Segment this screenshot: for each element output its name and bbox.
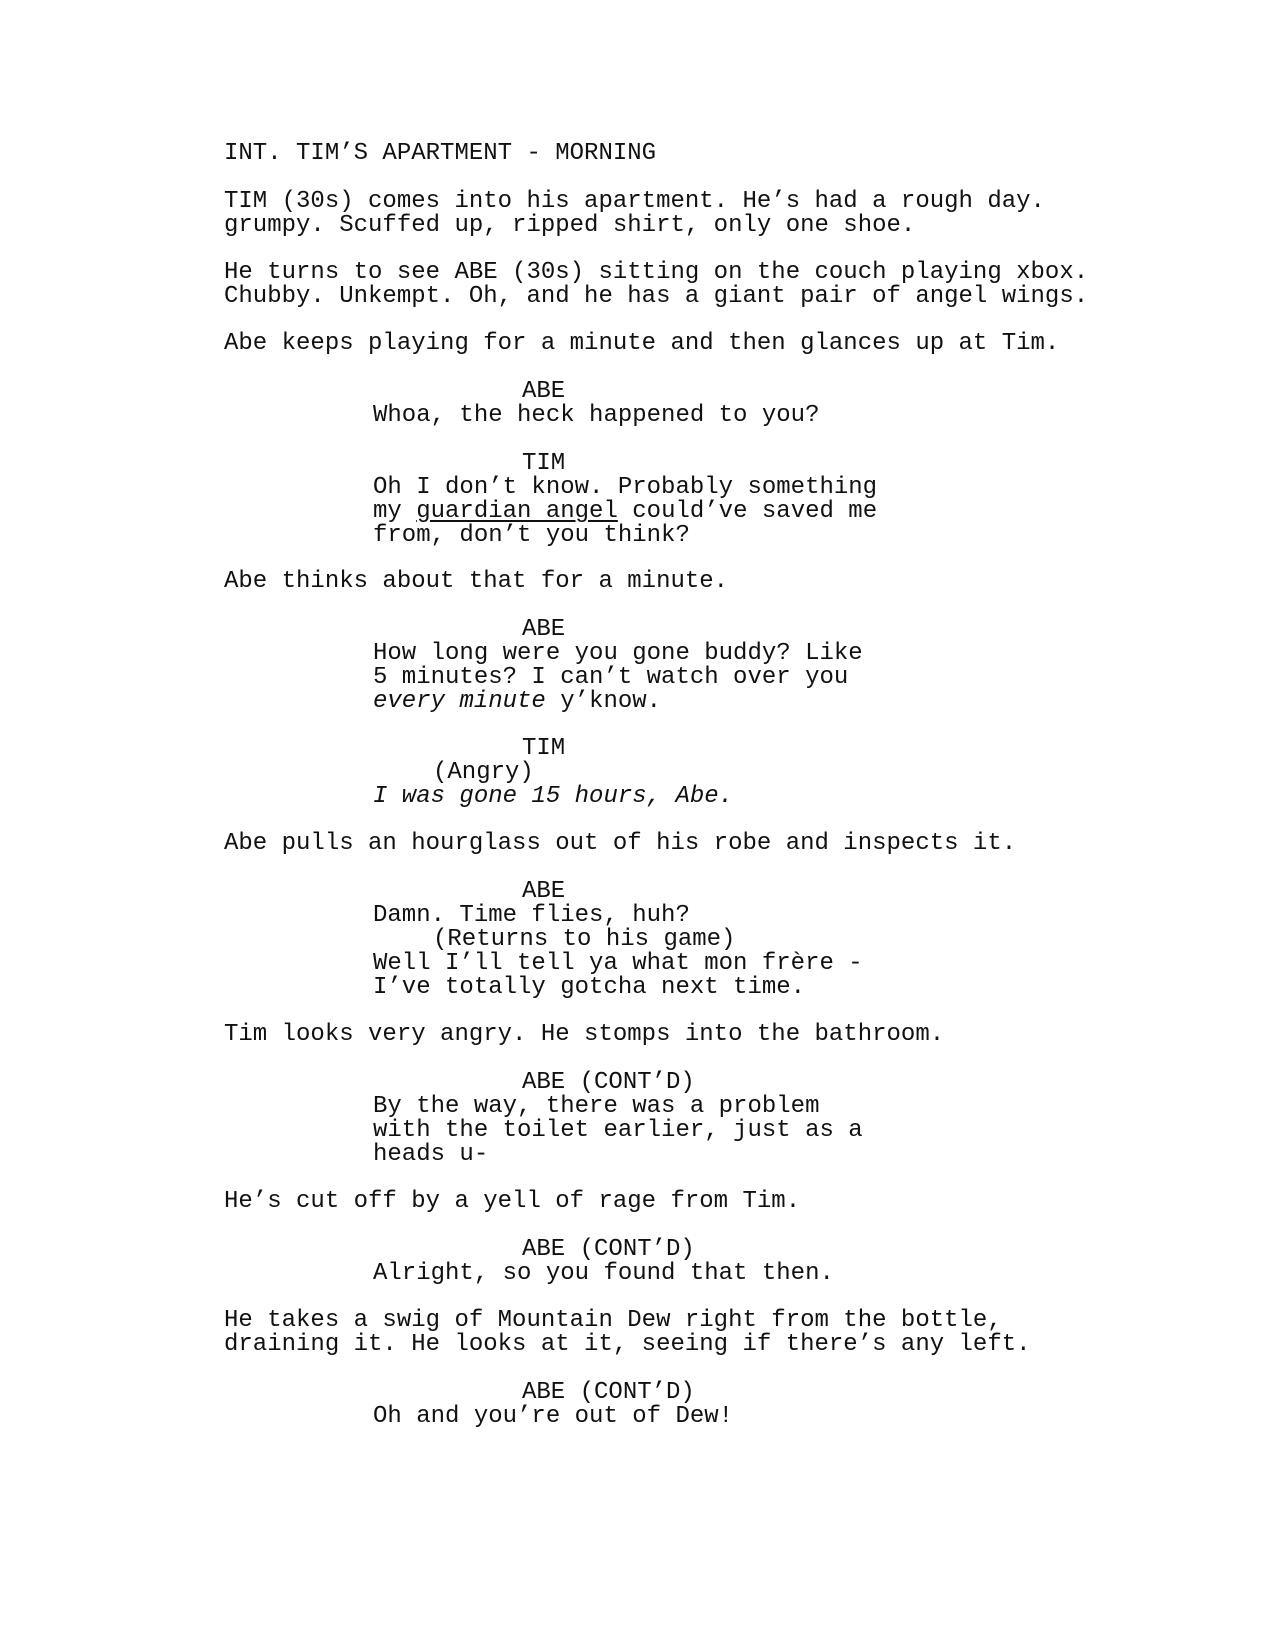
action-line: He takes a swig of Mountain Dew right from the bottle, (224, 1307, 1002, 1334)
action-line: He’s cut off by a yell of rage from Tim. (224, 1188, 801, 1215)
character-cue: TIM (522, 450, 566, 477)
action-line: draining it. He looks at it, seeing if there’s any left. (224, 1331, 1031, 1358)
dialogue-line: from, don’t you think? (373, 522, 690, 549)
character-cue: TIM (522, 735, 566, 762)
action-line: TIM (30s) comes into his apartment. He’s had a rough day. (224, 188, 1045, 215)
dialogue-line: 5 minutes? I can’t watch over you (373, 664, 849, 691)
dialogue-line: I was gone 15 hours, Abe. (373, 783, 734, 810)
parenthetical: (Angry) (433, 759, 534, 786)
dialogue-line: Oh I don’t know. Probably something (373, 474, 878, 501)
dialogue-line: I’ve totally gotcha next time. (373, 974, 806, 1001)
dialogue-line: By the way, there was a problem (373, 1093, 820, 1120)
dialogue-line: with the toilet earlier, just as a (373, 1117, 863, 1144)
character-cue: ABE (CONT’D) (522, 1379, 695, 1406)
scene-heading: INT. TIM’S APARTMENT - MORNING (224, 140, 657, 167)
dialogue-text: y’know. (545, 688, 662, 715)
action-line: Abe thinks about that for a minute. (224, 568, 729, 595)
dialogue-line: Well I’ll tell ya what mon frère - (373, 950, 863, 977)
parenthetical: (Returns to his game) (433, 926, 736, 953)
dialogue-line: Damn. Time flies, huh? (373, 902, 690, 929)
dialogue-text: my (373, 498, 417, 525)
action-line: Abe pulls an hourglass out of his robe and inspects it. (224, 830, 1017, 857)
dialogue-line: heads u- (373, 1141, 489, 1168)
action-line: Tim looks very angry. He stomps into the bathroom. (224, 1021, 945, 1048)
character-cue: ABE (522, 878, 566, 905)
character-cue: ABE (CONT’D) (522, 1069, 695, 1096)
dialogue-line (373, 500, 877, 524)
action-line: Abe keeps playing for a minute and then glances up at Tim. (224, 330, 1060, 357)
action-line: He turns to see ABE (30s) sitting on the couch playing xbox. (224, 259, 1089, 286)
italic-text: every minute (373, 688, 546, 715)
dialogue-line: Alright, so you found that then. (373, 1260, 834, 1287)
character-cue: ABE (CONT’D) (522, 1236, 695, 1263)
dialogue-line: Whoa, the heck happened to you? (373, 402, 820, 429)
underlined-text: guardian angel (416, 498, 618, 525)
dialogue-line: How long were you gone buddy? Like (373, 640, 863, 667)
dialogue-text: could’ve saved me (617, 498, 878, 525)
character-cue: ABE (522, 616, 566, 643)
action-line: grumpy. Scuffed up, ripped shirt, only one shoe. (224, 212, 916, 239)
character-cue: ABE (522, 378, 566, 405)
dialogue-line (373, 690, 661, 714)
action-line: Chubby. Unkempt. Oh, and he has a giant pair of angel wings. (224, 283, 1089, 310)
dialogue-line: Oh and you’re out of Dew! (373, 1403, 734, 1430)
